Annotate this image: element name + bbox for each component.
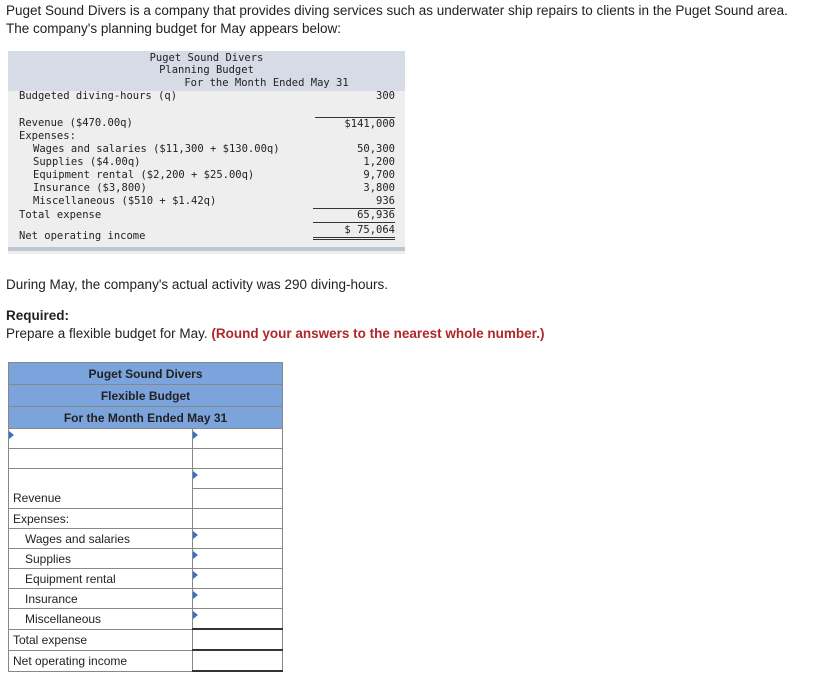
noi-label: Net operating income — [19, 230, 146, 242]
flex-expenses-label: Expenses: — [9, 509, 193, 529]
flex-total-label: Total expense — [9, 629, 193, 650]
flex-insurance-label: Insurance — [9, 589, 193, 609]
flex-noi-label: Net operating income — [9, 650, 193, 671]
budget-title-period: For the Month Ended May 31 — [184, 77, 349, 89]
budget-title-name: Planning Budget — [159, 64, 254, 76]
flex-blank-cell — [9, 469, 193, 489]
input-marker-icon — [193, 591, 198, 599]
input-marker-icon — [193, 471, 198, 479]
expense-insurance-value: 3,800 — [363, 182, 395, 194]
flex-activity-label-input[interactable] — [9, 429, 193, 449]
activity-value: 300 — [376, 90, 395, 102]
expense-wages-value: 50,300 — [357, 143, 395, 155]
planning-budget-header — [8, 51, 405, 91]
input-marker-icon — [193, 551, 198, 559]
flex-title-name: Flexible Budget — [9, 385, 283, 407]
activity-text: During May, the company's actual activity was 290 diving-hours. — [6, 277, 389, 292]
rounding-note: (Round your answers to the nearest whole number.) — [211, 326, 545, 341]
flex-equipment-label: Equipment rental — [9, 569, 193, 589]
expense-misc-label: Miscellaneous ($510 + $1.42q) — [33, 195, 217, 207]
expense-misc-value: 936 — [313, 195, 395, 209]
flex-revenue-label: Revenue — [9, 489, 193, 509]
expense-equipment-label: Equipment rental ($2,200 + $25.00q) — [33, 169, 255, 181]
budget-title-company: Puget Sound Divers — [149, 52, 264, 64]
required-label: Required: — [6, 308, 70, 323]
flex-total-input[interactable] — [193, 629, 283, 650]
intro-text — [6, 2, 826, 38]
input-marker-icon — [193, 611, 198, 619]
required-instruction — [6, 325, 544, 343]
flex-activity-value-input[interactable] — [193, 429, 283, 449]
flex-revenue-input[interactable] — [193, 469, 283, 489]
input-marker-icon — [193, 571, 198, 579]
activity-label: Budgeted diving-hours (q) — [19, 90, 178, 102]
flex-misc-input[interactable] — [193, 609, 283, 630]
flex-misc-label: Miscellaneous — [9, 609, 193, 630]
expense-equipment-value: 9,700 — [363, 169, 395, 181]
flexible-budget-table — [8, 362, 283, 672]
expense-wages-label: Wages and salaries ($11,300 + $130.00q) — [33, 143, 280, 155]
flex-revenue-cell — [193, 489, 283, 509]
expense-supplies-label: Supplies ($4.00q) — [33, 156, 141, 168]
flex-blank-cell — [193, 509, 283, 529]
flex-title-company: Puget Sound Divers — [9, 363, 283, 385]
input-marker-icon — [193, 531, 198, 539]
flex-wages-input[interactable] — [193, 529, 283, 549]
input-marker-icon — [193, 431, 198, 439]
revenue-label: Revenue ($470.00q) — [19, 117, 133, 129]
planning-budget — [8, 51, 405, 254]
flex-noi-input[interactable] — [193, 650, 283, 671]
expenses-label: Expenses: — [19, 130, 76, 142]
budget-bottom-bar — [8, 247, 405, 251]
intro-line-1: Puget Sound Divers is a company that provides diving services such as underwater ship repairs to clients in the Puget Sound area. — [6, 3, 788, 18]
flex-blank-cell — [193, 449, 283, 469]
flex-equipment-input[interactable] — [193, 569, 283, 589]
expense-insurance-label: Insurance ($3,800) — [33, 182, 147, 194]
required-text: Prepare a flexible budget for May. — [6, 326, 208, 341]
flex-blank-cell — [9, 449, 193, 469]
intro-line-2: The company's planning budget for May appears below: — [6, 21, 342, 36]
total-expense-value: 65,936 — [313, 209, 395, 223]
required-block — [6, 307, 544, 343]
revenue-value: $141,000 — [315, 117, 395, 131]
flex-supplies-input[interactable] — [193, 549, 283, 569]
noi-value: $ 75,064 — [313, 224, 395, 240]
expense-supplies-value: 1,200 — [363, 156, 395, 168]
total-expense-label: Total expense — [19, 209, 102, 221]
input-marker-icon — [9, 431, 14, 439]
flex-insurance-input[interactable] — [193, 589, 283, 609]
flex-wages-label: Wages and salaries — [9, 529, 193, 549]
flex-supplies-label: Supplies — [9, 549, 193, 569]
flex-title-period: For the Month Ended May 31 — [9, 407, 283, 429]
